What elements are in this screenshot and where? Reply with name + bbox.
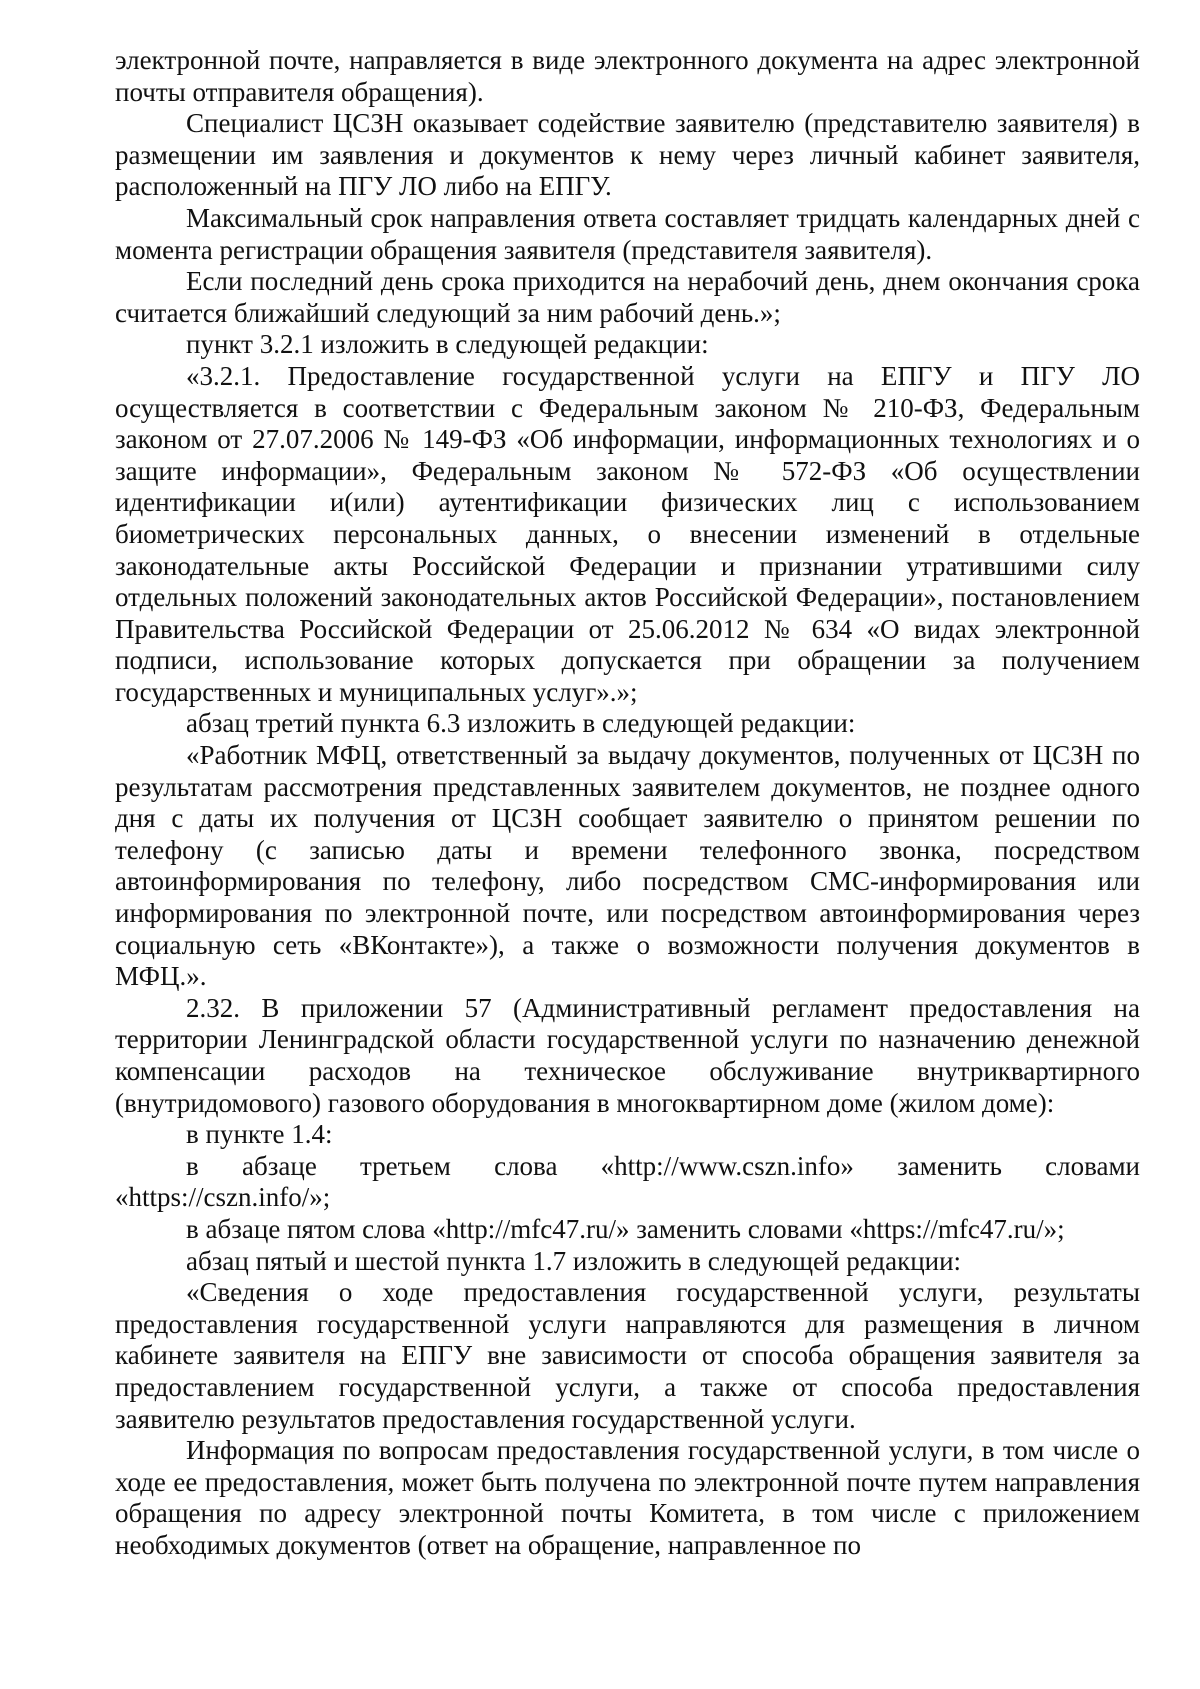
paragraph-6: «3.2.1. Предоставление государственной услуги на ЕПГУ и ПГУ ЛО осуществляется в соответствии с Федеральным законом № 210-ФЗ, Федеральным законом от 27.07.2006 № 149-ФЗ «Об информации, информационных технологиях и о защите информации», Федеральным законом № 572-ФЗ «Об осуществлении идентификации и(или) аутентификации физических лиц с использованием биометрических персональных данных, о внесении изменений в отдельные законодательные акты Российской Федерации и признании утратившими силу отдельных положений законодательных актов Российской Федерации», постановлением Правительства Российской Федерации от 25.06.2012 № 634 «О видах электронной подписи, использование которых допускается при обращении за получением государственных и муниципальных услуг».»; (115, 360, 1140, 707)
paragraph-1: электронной почте, направляется в виде электронного документа на адрес электронной почты отправителя обращения). (115, 45, 1140, 107)
paragraph-14: «Сведения о ходе предоставления государственной услуги, результаты предоставления государственной услуги направляются для размещения в личном кабинете заявителя на ЕПГУ вне зависимости от способа обращения заявителя за предоставлением государственной услуги, а также от способа предоставления заявителю результатов предоставления государственной услуги. (115, 1277, 1140, 1434)
document-page (115, 45, 1140, 1562)
paragraph-13: абзац пятый и шестой пункта 1.7 изложить в следующей редакции: (186, 1245, 962, 1276)
paragraph-2: Специалист ЦСЗН оказывает содействие заявителю (представителю заявителя) в размещении им заявления и документов к нему через личный кабинет заявителя, расположенный на ПГУ ЛО либо на ЕПГУ. (115, 108, 1140, 202)
paragraph-9: 2.32. В приложении 57 (Административный регламент предоставления на территории Ленинградской области государственной услуги по назначению денежной компенсации расходов на техническое обслуживание внутриквартирного (внутридомового) газового оборудования в многоквартирном доме (жилом доме): (115, 992, 1140, 1118)
paragraph-10: в пункте 1.4: (186, 1119, 333, 1150)
paragraph-8: «Работник МФЦ, ответственный за выдачу документов, полученных от ЦСЗН по результатам рассмотрения представленных заявителем документов, не позднее одного дня с даты их получения от ЦСЗН сообщает заявителю о принятом решении по телефону (с записью даты и времени телефонного звонка, посредством автоинформирования по телефону, либо посредством СМС-информирования или информирования по электронной почте, или посредством автоинформирования через социальную сеть «ВКонтакте»), а также о возможности получения документов в МФЦ.». (115, 740, 1140, 992)
paragraph-11: в абзаце третьем слова «http://www.cszn.info» заменить словами «https://cszn.info/»; (115, 1150, 1140, 1213)
paragraph-5: пункт 3.2.1 изложить в следующей редакции: (186, 329, 709, 360)
paragraph-3: Максимальный срок направления ответа составляет тридцать календарных дней с момента регистрации обращения заявителя (представителя заявителя). (115, 202, 1140, 265)
paragraph-12: в абзаце пятом слова «http://mfc47.ru/» заменить словами «https://mfc47.ru/»; (186, 1213, 1065, 1244)
paragraph-7: абзац третий пункта 6.3 изложить в следующей редакции: (186, 708, 856, 739)
paragraph-15: Информация по вопросам предоставления государственной услуги, в том числе о ходе ее предоставления, может быть получена по электронной почте путем направления обращения по адресу электронной почты Комитета, в том числе с приложением необходимых документов (ответ на обращение, направленное по (115, 1435, 1140, 1560)
paragraph-4: Если последний день срока приходится на нерабочий день, днем окончания срока считается ближайший следующий за ним рабочий день.»; (115, 266, 1140, 328)
